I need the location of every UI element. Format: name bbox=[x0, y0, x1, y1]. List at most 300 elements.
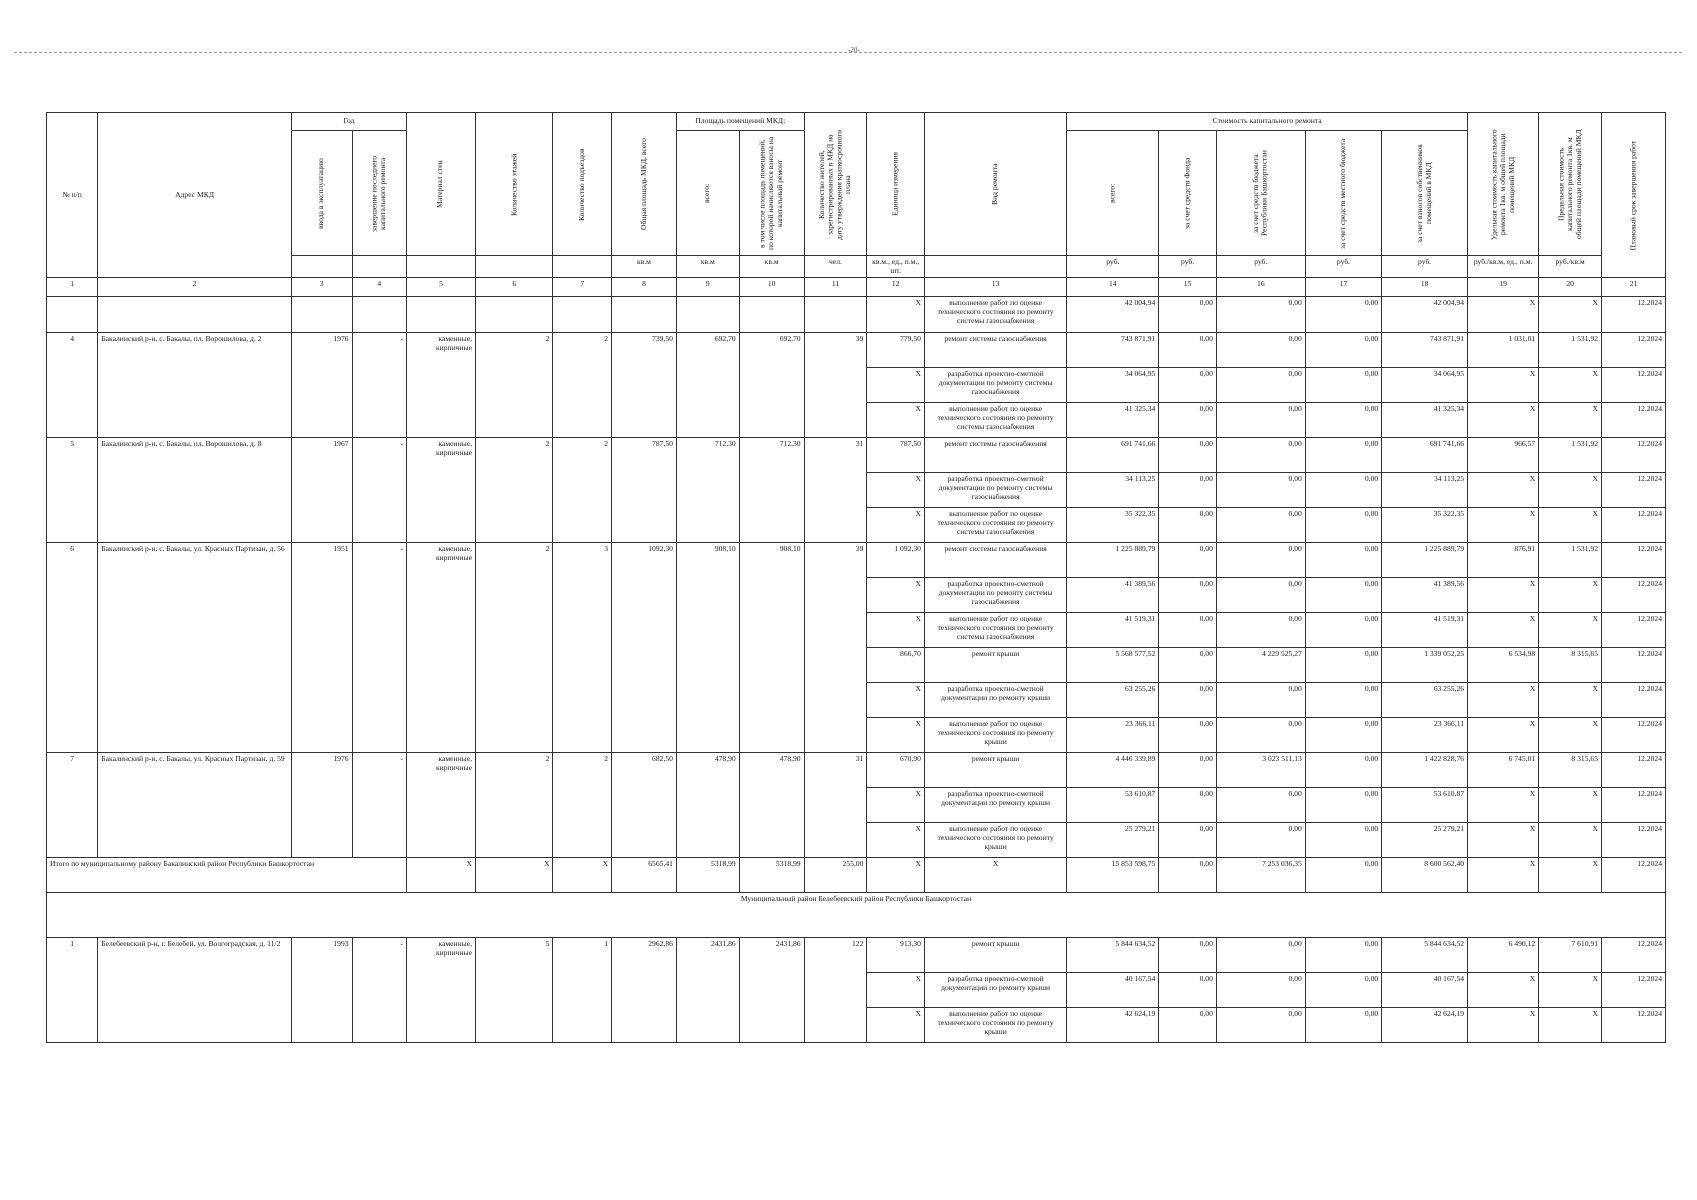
floors-count: 2 bbox=[476, 543, 553, 753]
premises-total: 2431,86 bbox=[676, 938, 739, 1043]
cost-republic: 0,00 bbox=[1216, 823, 1305, 858]
cost-owners: 53 610,87 bbox=[1382, 788, 1468, 823]
work-type: X bbox=[924, 858, 1066, 893]
cost-republic: 0,00 bbox=[1216, 973, 1305, 1008]
cost-local: 0,00 bbox=[1305, 973, 1381, 1008]
deadline: 12.2024 bbox=[1602, 788, 1666, 823]
column-index-cell: 2 bbox=[98, 278, 292, 297]
work-type: разработка проектно-сметной документации по ремонту крыши bbox=[924, 973, 1066, 1008]
cost-republic: 0,00 bbox=[1216, 508, 1305, 543]
header-premises-owned: в том числе площадь помещений, по которой начисляются взносы на капитальный ремонт bbox=[739, 131, 804, 256]
cost-owners: 5 844 634,52 bbox=[1382, 938, 1468, 973]
column-index-cell: 19 bbox=[1468, 278, 1539, 297]
cost-owners: 1 422 828,76 bbox=[1382, 753, 1468, 788]
work-type: ремонт системы газоснабжения bbox=[924, 543, 1066, 578]
unit-cost: X bbox=[1468, 683, 1539, 718]
total-area: 2962,86 bbox=[612, 938, 677, 1043]
unit-cost: 6 745,01 bbox=[1468, 753, 1539, 788]
units-blank bbox=[476, 256, 553, 278]
limit-cost: 8 315,65 bbox=[1539, 648, 1602, 683]
year-last-repair: - bbox=[352, 333, 406, 438]
unit-cell: руб. bbox=[1159, 256, 1217, 278]
header-deadline: Плановый срок завершения работ bbox=[1602, 113, 1666, 278]
unit-cell: руб. bbox=[1067, 256, 1159, 278]
header-year-last-repair: завершение последнего капитального ремонта bbox=[352, 131, 406, 256]
cost-total: 1 225 889,79 bbox=[1067, 543, 1159, 578]
unit-cost: 876,91 bbox=[1468, 543, 1539, 578]
deadline: 12.2024 bbox=[1602, 973, 1666, 1008]
column-index-cell: 7 bbox=[553, 278, 612, 297]
cost-republic: 0,00 bbox=[1216, 578, 1305, 613]
deadline: 12.2024 bbox=[1602, 333, 1666, 368]
premises-owned: 692,70 bbox=[739, 333, 804, 438]
work-unit: 779,50 bbox=[867, 333, 925, 368]
column-index-cell: 12 bbox=[867, 278, 925, 297]
column-index-cell: 16 bbox=[1216, 278, 1305, 297]
cost-republic: 0,00 bbox=[1216, 718, 1305, 753]
floors-count: 2 bbox=[476, 333, 553, 438]
house-number: 1 bbox=[47, 938, 98, 1043]
units-blank bbox=[553, 256, 612, 278]
empty-cell bbox=[352, 297, 406, 333]
cost-local: 0,00 bbox=[1305, 473, 1381, 508]
unit-cost: X bbox=[1468, 297, 1539, 333]
empty-cell bbox=[47, 297, 98, 333]
residents-count: 31 bbox=[804, 438, 867, 543]
work-type: разработка проектно-сметной документации по ремонту системы газоснабжения bbox=[924, 473, 1066, 508]
header-year: Год bbox=[291, 113, 406, 131]
column-index-cell: 10 bbox=[739, 278, 804, 297]
header-year-commission: ввода в эксплуатацию bbox=[291, 131, 352, 256]
header-material: Материал стен bbox=[406, 113, 475, 256]
units-blank bbox=[924, 256, 1066, 278]
cost-local: 0,00 bbox=[1305, 368, 1381, 403]
table-row bbox=[47, 297, 1666, 333]
work-unit: X bbox=[867, 613, 925, 648]
year-last-repair: - bbox=[352, 543, 406, 753]
floors-count: 2 bbox=[476, 753, 553, 858]
limit-cost: X bbox=[1539, 613, 1602, 648]
header-limit-cost: Предельная стоимость капитального ремонта 1кв. м общей площади помещений МКД bbox=[1539, 113, 1602, 256]
cost-fund: 0,00 bbox=[1159, 508, 1217, 543]
work-unit: X bbox=[867, 718, 925, 753]
deadline: 12.2024 bbox=[1602, 1008, 1666, 1043]
header-unit-cost: Удельная стоимость капитального ремонта 1кв. м общей площади помещений МКД bbox=[1468, 113, 1539, 256]
unit-cell: руб./кв.м, ед., п.м. bbox=[1468, 256, 1539, 278]
section-row bbox=[47, 893, 1666, 938]
house-number: 7 bbox=[47, 753, 98, 858]
cost-owners: 691 741,66 bbox=[1382, 438, 1468, 473]
cost-local: 0,00 bbox=[1305, 858, 1381, 893]
work-type: выполнение работ по оценке технического состояния по ремонту системы газоснабжения bbox=[924, 613, 1066, 648]
deadline: 12.2024 bbox=[1602, 543, 1666, 578]
cost-total: 743 871,91 bbox=[1067, 333, 1159, 368]
limit-cost: X bbox=[1539, 718, 1602, 753]
unit-cell: руб./кв.м bbox=[1539, 256, 1602, 278]
house-address: Бакалинский р-н, с. Бакалы, ул. Красных Партизан, д. 56 bbox=[98, 543, 292, 753]
cost-owners: 1 225 889,79 bbox=[1382, 543, 1468, 578]
cost-owners: 42 624,19 bbox=[1382, 1008, 1468, 1043]
limit-cost: X bbox=[1539, 788, 1602, 823]
cost-local: 0,00 bbox=[1305, 403, 1381, 438]
work-unit: X bbox=[867, 1008, 925, 1043]
premises-owned: 712,30 bbox=[739, 438, 804, 543]
cost-total: 34 113,25 bbox=[1067, 473, 1159, 508]
cost-owners: 23 366,11 bbox=[1382, 718, 1468, 753]
limit-cost: X bbox=[1539, 473, 1602, 508]
cost-local: 0,00 bbox=[1305, 333, 1381, 368]
year-last-repair: - bbox=[352, 438, 406, 543]
deadline: 12.2024 bbox=[1602, 683, 1666, 718]
work-type: ремонт крыши bbox=[924, 648, 1066, 683]
header-unit: Единица измерения bbox=[867, 113, 925, 256]
cost-fund: 0,00 bbox=[1159, 543, 1217, 578]
work-unit: X bbox=[867, 823, 925, 858]
cost-fund: 0,00 bbox=[1159, 648, 1217, 683]
column-index-cell: 1 bbox=[47, 278, 98, 297]
year-commission: 1976 bbox=[291, 333, 352, 438]
unit-cost: 6 490,12 bbox=[1468, 938, 1539, 973]
unit-cell: руб. bbox=[1216, 256, 1305, 278]
work-type: разработка проектно-сметной документации по ремонту системы газоснабжения bbox=[924, 578, 1066, 613]
limit-cost: 1 531,92 bbox=[1539, 333, 1602, 368]
cost-owners: 40 167,54 bbox=[1382, 973, 1468, 1008]
premises-total: 478,90 bbox=[676, 753, 739, 858]
work-type: ремонт системы газоснабжения bbox=[924, 438, 1066, 473]
cost-total: 5 568 577,52 bbox=[1067, 648, 1159, 683]
empty-cell bbox=[553, 297, 612, 333]
total-entrances: X bbox=[553, 858, 612, 893]
cost-total: 23 366,11 bbox=[1067, 718, 1159, 753]
cost-local: 0,00 bbox=[1305, 683, 1381, 718]
cost-local: 0,00 bbox=[1305, 438, 1381, 473]
residents-count: 39 bbox=[804, 543, 867, 753]
header-cost-total: всего: bbox=[1067, 131, 1159, 256]
header-work-type: Вид ремонта bbox=[924, 113, 1066, 256]
work-unit: X bbox=[867, 297, 925, 333]
table-row bbox=[47, 938, 1666, 973]
column-index-cell: 11 bbox=[804, 278, 867, 297]
cost-republic: 0,00 bbox=[1216, 788, 1305, 823]
header-cost-republic: за счет средств бюджета Республики Башкортостан bbox=[1216, 131, 1305, 256]
empty-cell bbox=[804, 297, 867, 333]
entrances-count: 2 bbox=[553, 438, 612, 543]
premises-owned: 478,90 bbox=[739, 753, 804, 858]
cost-local: 0,00 bbox=[1305, 788, 1381, 823]
total-row bbox=[47, 858, 1666, 893]
unit-cost: 6 534,98 bbox=[1468, 648, 1539, 683]
table-body bbox=[47, 113, 1666, 1043]
year-last-repair: - bbox=[352, 938, 406, 1043]
cost-local: 0,00 bbox=[1305, 297, 1381, 333]
total-label: Итого по муниципальному району Бакалинский район Республики Башкортостан bbox=[47, 858, 407, 893]
header-total-area: Общая площадь МКД, всего bbox=[612, 113, 677, 256]
cost-owners: 41 519,31 bbox=[1382, 613, 1468, 648]
header-premises-total: всего: bbox=[676, 131, 739, 256]
unit-cell: руб. bbox=[1382, 256, 1468, 278]
wall-material: каменные, кирпичные bbox=[406, 333, 475, 438]
house-number: 5 bbox=[47, 438, 98, 543]
limit-cost: X bbox=[1539, 1008, 1602, 1043]
cost-owners: 42 004,94 bbox=[1382, 297, 1468, 333]
total-premises-owned: 5318,99 bbox=[739, 858, 804, 893]
work-type: выполнение работ по оценке технического состояния по ремонту системы газоснабжения bbox=[924, 508, 1066, 543]
cost-fund: 0,00 bbox=[1159, 683, 1217, 718]
floors-count: 2 bbox=[476, 438, 553, 543]
unit-cost: X bbox=[1468, 578, 1539, 613]
unit-cost: X bbox=[1468, 508, 1539, 543]
work-type: выполнение работ по оценке технического состояния по ремонту системы газоснабжения bbox=[924, 297, 1066, 333]
unit-cost: X bbox=[1468, 973, 1539, 1008]
work-unit: 913,30 bbox=[867, 938, 925, 973]
column-index-cell: 9 bbox=[676, 278, 739, 297]
house-address: Бакалинский р-н, с. Бакалы, пл. Ворошилова, д. 2 bbox=[98, 333, 292, 438]
empty-cell bbox=[476, 297, 553, 333]
cost-total: 15 853 598,75 bbox=[1067, 858, 1159, 893]
cost-owners: 8 600 562,40 bbox=[1382, 858, 1468, 893]
limit-cost: 7 610,91 bbox=[1539, 938, 1602, 973]
cost-total: 41 389,56 bbox=[1067, 578, 1159, 613]
work-unit: X bbox=[867, 578, 925, 613]
cost-fund: 0,00 bbox=[1159, 333, 1217, 368]
house-address: Белебеевский р-н, г. Белебей, ул. Волгоградская, д. 11/2 bbox=[98, 938, 292, 1043]
column-index-cell: 8 bbox=[612, 278, 677, 297]
work-type: выполнение работ по оценке технического состояния по ремонту крыши bbox=[924, 1008, 1066, 1043]
table-row bbox=[47, 753, 1666, 788]
work-unit: X bbox=[867, 473, 925, 508]
wall-material: каменные, кирпичные bbox=[406, 753, 475, 858]
deadline: 12.2024 bbox=[1602, 578, 1666, 613]
deadline: 12.2024 bbox=[1602, 648, 1666, 683]
cost-republic: 0,00 bbox=[1216, 683, 1305, 718]
cost-total: 63 255,26 bbox=[1067, 683, 1159, 718]
column-index-cell: 17 bbox=[1305, 278, 1381, 297]
cost-republic: 0,00 bbox=[1216, 403, 1305, 438]
work-unit: 787,50 bbox=[867, 438, 925, 473]
column-index-cell: 3 bbox=[291, 278, 352, 297]
total-area: 6565,41 bbox=[612, 858, 677, 893]
column-index-cell: 6 bbox=[476, 278, 553, 297]
limit-cost: X bbox=[1539, 823, 1602, 858]
cost-republic: 0,00 bbox=[1216, 297, 1305, 333]
header-no: № п/п bbox=[47, 113, 98, 278]
house-address: Бакалинский р-н, с. Бакалы, ул. Красных Партизан, д. 59 bbox=[98, 753, 292, 858]
cost-local: 0,00 bbox=[1305, 718, 1381, 753]
deadline: 12.2024 bbox=[1602, 613, 1666, 648]
entrances-count: 3 bbox=[553, 543, 612, 753]
unit-cell: кв.м., ед., п.м., шт. bbox=[867, 256, 925, 278]
total-area: 682,50 bbox=[612, 753, 677, 858]
cost-total: 34 064,95 bbox=[1067, 368, 1159, 403]
premises-total: 712,30 bbox=[676, 438, 739, 543]
wall-material: каменные, кирпичные bbox=[406, 938, 475, 1043]
house-number: 6 bbox=[47, 543, 98, 753]
unit-cost: X bbox=[1468, 368, 1539, 403]
units-blank bbox=[352, 256, 406, 278]
empty-cell bbox=[612, 297, 677, 333]
cost-total: 53 610,87 bbox=[1067, 788, 1159, 823]
premises-total: 692,70 bbox=[676, 333, 739, 438]
limit-cost: X bbox=[1539, 858, 1602, 893]
header-floors: Количество этажей bbox=[476, 113, 553, 256]
entrances-count: 2 bbox=[553, 333, 612, 438]
column-index-cell: 15 bbox=[1159, 278, 1217, 297]
empty-cell bbox=[676, 297, 739, 333]
unit-cell: кв.м bbox=[676, 256, 739, 278]
total-area: 1092,30 bbox=[612, 543, 677, 753]
column-index-cell: 20 bbox=[1539, 278, 1602, 297]
work-unit: X bbox=[867, 403, 925, 438]
cost-owners: 743 871,91 bbox=[1382, 333, 1468, 368]
year-commission: 1951 bbox=[291, 543, 352, 753]
header-cost-fund: за счет средств Фонда bbox=[1159, 131, 1217, 256]
cost-local: 0,00 bbox=[1305, 648, 1381, 683]
cost-total: 691 741,66 bbox=[1067, 438, 1159, 473]
cost-total: 40 167,54 bbox=[1067, 973, 1159, 1008]
wall-material: каменные, кирпичные bbox=[406, 438, 475, 543]
work-type: разработка проектно-сметной документации по ремонту системы газоснабжения bbox=[924, 368, 1066, 403]
work-type: ремонт системы газоснабжения bbox=[924, 333, 1066, 368]
column-index-cell: 5 bbox=[406, 278, 475, 297]
limit-cost: X bbox=[1539, 578, 1602, 613]
limit-cost: X bbox=[1539, 973, 1602, 1008]
cost-republic: 0,00 bbox=[1216, 543, 1305, 578]
unit-cost: X bbox=[1468, 718, 1539, 753]
unit-cost: X bbox=[1468, 403, 1539, 438]
unit-cost: X bbox=[1468, 823, 1539, 858]
work-type: выполнение работ по оценке технического состояния по ремонту крыши bbox=[924, 718, 1066, 753]
unit-cost: X bbox=[1468, 788, 1539, 823]
unit-cell: кв.м bbox=[739, 256, 804, 278]
header-residents: Количество жителей, зарегистрированных в МКД на дату утверждения краткосрочного плана bbox=[804, 113, 867, 256]
cost-fund: 0,00 bbox=[1159, 403, 1217, 438]
column-index-cell: 4 bbox=[352, 278, 406, 297]
cost-total: 5 844 634,52 bbox=[1067, 938, 1159, 973]
cost-owners: 34 064,95 bbox=[1382, 368, 1468, 403]
cost-total: 41 519,31 bbox=[1067, 613, 1159, 648]
cost-fund: 0,00 bbox=[1159, 858, 1217, 893]
total-residents: 255,00 bbox=[804, 858, 867, 893]
limit-cost: X bbox=[1539, 683, 1602, 718]
cost-owners: 25 279,21 bbox=[1382, 823, 1468, 858]
cost-republic: 0,00 bbox=[1216, 613, 1305, 648]
column-index-cell: 21 bbox=[1602, 278, 1666, 297]
table-row bbox=[47, 333, 1666, 368]
column-index-cell: 18 bbox=[1382, 278, 1468, 297]
year-commission: 1993 bbox=[291, 938, 352, 1043]
work-type: ремонт крыши bbox=[924, 753, 1066, 788]
cost-fund: 0,00 bbox=[1159, 613, 1217, 648]
cost-local: 0,00 bbox=[1305, 1008, 1381, 1043]
cost-total: 4 446 339,89 bbox=[1067, 753, 1159, 788]
cost-fund: 0,00 bbox=[1159, 368, 1217, 403]
unit-cost: X bbox=[1468, 858, 1539, 893]
cost-local: 0,00 bbox=[1305, 578, 1381, 613]
cost-fund: 0,00 bbox=[1159, 823, 1217, 858]
unit-cell: чел. bbox=[804, 256, 867, 278]
cost-owners: 35 322,35 bbox=[1382, 508, 1468, 543]
work-unit: X bbox=[867, 368, 925, 403]
page-number: -20- bbox=[848, 46, 860, 54]
deadline: 12.2024 bbox=[1602, 297, 1666, 333]
header-premises-area: Площадь помещений МКД: bbox=[676, 113, 804, 131]
limit-cost: X bbox=[1539, 368, 1602, 403]
cost-owners: 41 389,56 bbox=[1382, 578, 1468, 613]
deadline: 12.2024 bbox=[1602, 753, 1666, 788]
year-commission: 1976 bbox=[291, 753, 352, 858]
unit-cell: руб. bbox=[1305, 256, 1381, 278]
deadline: 12.2024 bbox=[1602, 858, 1666, 893]
work-type: выполнение работ по оценке технического состояния по ремонту системы газоснабжения bbox=[924, 403, 1066, 438]
cost-republic: 4 229 525,27 bbox=[1216, 648, 1305, 683]
cost-republic: 0,00 bbox=[1216, 368, 1305, 403]
cost-local: 0,00 bbox=[1305, 508, 1381, 543]
unit-cost: X bbox=[1468, 1008, 1539, 1043]
cost-total: 35 322,35 bbox=[1067, 508, 1159, 543]
limit-cost: 1 531,92 bbox=[1539, 438, 1602, 473]
limit-cost: X bbox=[1539, 297, 1602, 333]
work-unit: X bbox=[867, 788, 925, 823]
cost-republic: 0,00 bbox=[1216, 938, 1305, 973]
limit-cost: X bbox=[1539, 403, 1602, 438]
cost-local: 0,00 bbox=[1305, 823, 1381, 858]
unit-cost: X bbox=[1468, 613, 1539, 648]
cost-republic: 0,00 bbox=[1216, 1008, 1305, 1043]
header-cost-owners: за счет взносов собственников помещений в МКД bbox=[1382, 131, 1468, 256]
empty-cell bbox=[291, 297, 352, 333]
cost-local: 0,00 bbox=[1305, 753, 1381, 788]
work-unit: X bbox=[867, 973, 925, 1008]
header-address: Адрес МКД bbox=[98, 113, 292, 278]
deadline: 12.2024 bbox=[1602, 823, 1666, 858]
header-cost: Стоимость капитального ремонта bbox=[1067, 113, 1468, 131]
deadline: 12.2024 bbox=[1602, 438, 1666, 473]
header-cost-local: за счет средств местного бюджета bbox=[1305, 131, 1381, 256]
house-address: Бакалинский р-н, с. Бакалы, пл. Ворошилова, д. 8 bbox=[98, 438, 292, 543]
premises-owned: 2431,86 bbox=[739, 938, 804, 1043]
unit-cost: X bbox=[1468, 473, 1539, 508]
cost-fund: 0,00 bbox=[1159, 297, 1217, 333]
column-index-cell: 13 bbox=[924, 278, 1066, 297]
premises-total: 908,10 bbox=[676, 543, 739, 753]
section-title: Муниципальный район Белебеевский район Республики Башкортостан bbox=[47, 893, 1666, 938]
floors-count: 5 bbox=[476, 938, 553, 1043]
empty-cell bbox=[406, 297, 475, 333]
unit-cost: 1 031,01 bbox=[1468, 333, 1539, 368]
deadline: 12.2024 bbox=[1602, 473, 1666, 508]
empty-cell bbox=[98, 297, 292, 333]
cost-republic: 7 253 036,35 bbox=[1216, 858, 1305, 893]
cost-fund: 0,00 bbox=[1159, 788, 1217, 823]
work-unit: X bbox=[867, 858, 925, 893]
total-material: X bbox=[406, 858, 475, 893]
empty-cell bbox=[739, 297, 804, 333]
residents-count: 39 bbox=[804, 333, 867, 438]
deadline: 12.2024 bbox=[1602, 368, 1666, 403]
column-index-row bbox=[47, 278, 1666, 297]
units-blank bbox=[406, 256, 475, 278]
work-unit: 670,90 bbox=[867, 753, 925, 788]
total-area: 739,50 bbox=[612, 333, 677, 438]
cost-republic: 0,00 bbox=[1216, 333, 1305, 368]
cost-owners: 63 255,26 bbox=[1382, 683, 1468, 718]
residents-count: 31 bbox=[804, 753, 867, 858]
premises-owned: 908,10 bbox=[739, 543, 804, 753]
units-blank bbox=[291, 256, 352, 278]
cost-owners: 1 339 052,25 bbox=[1382, 648, 1468, 683]
work-type: ремонт крыши bbox=[924, 938, 1066, 973]
work-unit: X bbox=[867, 683, 925, 718]
